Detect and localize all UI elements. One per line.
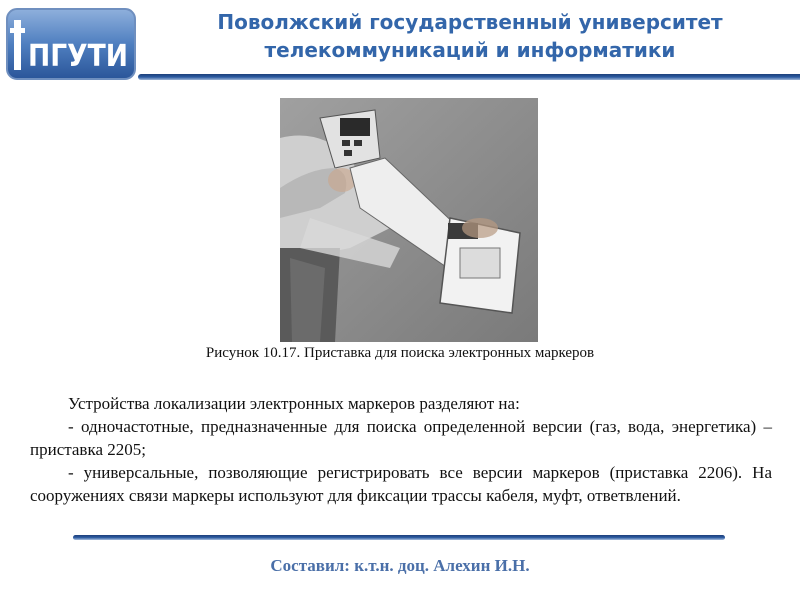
page-title bbox=[150, 8, 790, 64]
title-line-1: Поволжский государственный университет bbox=[217, 10, 723, 34]
university-logo bbox=[6, 8, 136, 80]
paragraph: - универсальные, позволяющие регистрировать все версии маркеров (приставка 2206). На сооружениях связи маркеры используют для фиксации трассы кабеля, муфт, ответвлений. bbox=[30, 463, 772, 505]
header-divider bbox=[138, 74, 800, 80]
paragraph: - одночастотные, предназначенные для поиска определенной версии (газ, вода, энергетика) – приставка 2205; bbox=[30, 417, 772, 459]
footer-divider bbox=[73, 535, 725, 540]
title-line-2: телекоммуникаций и информатики bbox=[264, 38, 676, 62]
logo-text: ПГУТИ bbox=[28, 39, 128, 74]
body-text bbox=[30, 392, 772, 507]
author-credit: Составил: к.т.н. доц. Алехин И.Н. bbox=[270, 556, 530, 575]
marker-locator-photo bbox=[280, 98, 538, 342]
figure-caption: Рисунок 10.17. Приставка для поиска электронных маркеров bbox=[205, 345, 595, 361]
paragraph: Устройства локализации электронных маркеров разделяют на: bbox=[68, 394, 520, 413]
